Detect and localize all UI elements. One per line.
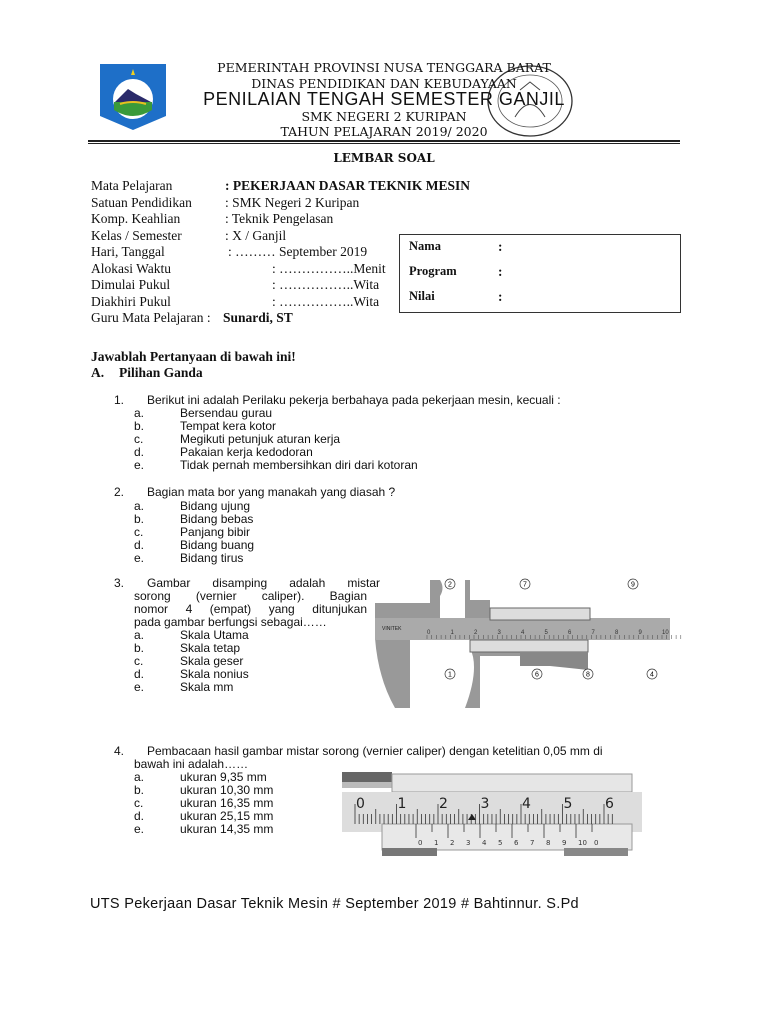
section-letter: A. [91, 365, 105, 380]
question-text: Bagian mata bor yang manakah yang diasah ? [147, 485, 396, 499]
header-year: TAHUN PELAJARAN 2019/ 2020 [280, 124, 488, 139]
header-government: PEMERINTAH PROVINSI NUSA TENGGARA BARAT [217, 60, 551, 75]
main-scale-number: 3 [480, 796, 490, 812]
question-text-line: nomor 4 (empat) yang ditunjukan [134, 602, 367, 616]
vernier-number: 10 [578, 839, 587, 847]
option-text: Skala mm [180, 680, 234, 694]
callout-number: 8 [586, 671, 590, 679]
option-letter: c. [134, 796, 144, 810]
option-letter: c. [134, 432, 144, 446]
vernier-caliper-parts-figure [370, 578, 682, 713]
option-text: Bidang buang [180, 538, 255, 552]
question-number: 4. [114, 744, 125, 758]
option-text: ukuran 16,35 mm [180, 796, 274, 810]
vernier-number: 0 [594, 839, 599, 847]
vernier-number: 2 [450, 839, 455, 847]
vernier-reading-figure [342, 772, 652, 856]
option-letter: a. [134, 406, 145, 420]
option-text: Skala Utama [180, 628, 249, 642]
option-letter: c. [134, 525, 144, 539]
option-text: ukuran 10,30 mm [180, 783, 274, 797]
option-letter: e. [134, 822, 145, 836]
student-field-colon: : [498, 264, 503, 279]
vernier-number: 9 [562, 839, 567, 847]
option-letter: d. [134, 445, 145, 459]
caliper-brand: VINITEK [382, 626, 402, 632]
student-field-label: Nilai [409, 289, 435, 303]
option-letter: e. [134, 680, 145, 694]
option-text: Tempat kera kotor [180, 419, 277, 433]
scale-number: 7 [591, 630, 595, 636]
option-text: Bidang tirus [180, 551, 244, 565]
option-text: Panjang bibir [180, 525, 251, 539]
scale-number: 3 [497, 630, 501, 636]
info-label: Hari, Tanggal [91, 244, 165, 259]
option-letter: a. [134, 628, 145, 642]
option-text: ukuran 9,35 mm [180, 770, 267, 784]
header-department: DINAS PENDIDIKAN DAN KEBUDAYAAN [251, 76, 517, 91]
option-letter: c. [134, 654, 144, 668]
scale-number: 9 [638, 630, 642, 636]
info-label: Satuan Pendidikan [91, 194, 192, 210]
callout-number: 2 [448, 581, 452, 589]
vernier-number: 3 [466, 839, 471, 847]
scale-number: 0 [427, 630, 431, 636]
vernier-number: 4 [482, 839, 487, 847]
student-field-colon: : [498, 239, 503, 254]
info-value: : X / Ganjil [225, 227, 287, 243]
info-value: : ……… September 2019 [228, 244, 368, 259]
info-label: Komp. Keahlian [91, 211, 181, 226]
question-text-line: Pembacaan hasil gambar mistar sorong (vernier caliper) dengan ketelitian 0,05 mm di [147, 744, 603, 758]
option-text: Bidang bebas [180, 512, 254, 526]
scale-number: 1 [450, 630, 454, 636]
info-value: : SMK Negeri 2 Kuripan [225, 194, 360, 210]
option-text: Pakaian kerja kedodoran [180, 445, 313, 459]
option-letter: d. [134, 538, 145, 552]
option-text: ukuran 25,15 mm [180, 809, 274, 823]
info-value: : Teknik Pengelasan [225, 211, 334, 226]
callout-number: 9 [631, 581, 635, 589]
question-text-line: pada gambar berfungsi sebagai…… [134, 615, 327, 629]
callout-number: 7 [523, 581, 527, 589]
question-text-line: bawah ini adalah…… [134, 757, 249, 771]
vernier-number: 6 [514, 839, 519, 847]
info-label: Mata Pelajaran [91, 178, 173, 193]
info-value: : PEKERJAAN DASAR TEKNIK MESIN [225, 178, 471, 193]
scale-number: 10 [662, 630, 669, 636]
option-letter: e. [134, 551, 145, 565]
sheet-title: LEMBAR SOAL [333, 151, 435, 165]
option-letter: b. [134, 512, 145, 526]
main-scale-number: 5 [563, 796, 573, 812]
question-number: 2. [114, 485, 125, 499]
vernier-number: 7 [530, 839, 535, 847]
option-text: Bidang ujung [180, 499, 251, 513]
vernier-number: 1 [434, 839, 439, 847]
option-text: Skala tetap [180, 641, 241, 655]
info-value: : ……………..Wita [272, 277, 380, 292]
student-field-label: Nama [409, 239, 441, 253]
option-text: Tidak pernah membersihkan diri dari kotoran [180, 458, 418, 472]
student-field-colon: : [498, 289, 503, 304]
option-letter: b. [134, 419, 145, 433]
info-value: Sunardi, ST [223, 310, 293, 325]
header-divider [88, 140, 680, 144]
vernier-number: 8 [546, 839, 551, 847]
scale-number: 8 [615, 630, 619, 636]
option-letter: b. [134, 641, 145, 655]
scale-number: 6 [568, 630, 572, 636]
question-number: 3. [114, 576, 125, 590]
info-label: Guru Mata Pelajaran : [91, 310, 211, 325]
option-letter: d. [134, 809, 145, 823]
info-value: : ……………..Wita [272, 293, 380, 309]
vernier-number: 5 [498, 839, 503, 847]
callout-number: 4 [650, 671, 654, 679]
scale-number: 5 [544, 630, 548, 636]
option-letter: b. [134, 783, 145, 797]
question-text-line: sorong (vernier caliper). Bagian [134, 589, 367, 603]
footer-text: UTS Pekerjaan Dasar Teknik Mesin # September 2019 # Bahtinnur. S.Pd [90, 896, 579, 912]
main-scale-number: 4 [522, 796, 531, 812]
question-text: Berikut ini adalah Perilaku pekerja berbahaya pada pekerjaan mesin, kecuali : [147, 393, 561, 407]
question-text-line: Gambar disamping adalah mistar [147, 576, 380, 590]
callout-number: 1 [448, 671, 452, 679]
option-letter: d. [134, 667, 145, 681]
option-letter: e. [134, 458, 145, 472]
callout-number: 6 [535, 671, 539, 679]
option-text: Skala geser [180, 654, 244, 668]
main-scale-number: 6 [605, 796, 614, 812]
main-scale-number: 0 [356, 796, 365, 812]
main-scale-number: 2 [439, 796, 448, 812]
scale-number: 4 [521, 630, 525, 636]
vernier-number: 0 [418, 839, 423, 847]
section-title: Pilihan Ganda [119, 365, 203, 380]
main-scale-number: 1 [397, 796, 407, 812]
info-label: Kelas / Semester [91, 227, 182, 243]
info-label: Dimulai Pukul [91, 277, 171, 292]
scale-number: 2 [474, 630, 478, 636]
option-text: Megikuti petunjuk aturan kerja [180, 432, 341, 446]
info-value: : ……………..Menit [272, 260, 386, 276]
option-letter: a. [134, 770, 145, 784]
option-text: Skala nonius [180, 667, 249, 681]
header-school: SMK NEGERI 2 KURIPAN [301, 109, 467, 124]
option-letter: a. [134, 499, 145, 513]
instruction: Jawablah Pertanyaan di bawah ini! [91, 349, 296, 364]
header-title: PENILAIAN TENGAH SEMESTER GANJIL [203, 89, 565, 109]
option-text: ukuran 14,35 mm [180, 822, 274, 836]
option-text: Bersendau gurau [180, 406, 273, 420]
info-label: Diakhiri Pukul [91, 293, 171, 309]
student-field-label: Program [409, 264, 457, 278]
info-label: Alokasi Waktu [91, 260, 172, 276]
question-number: 1. [114, 393, 125, 407]
